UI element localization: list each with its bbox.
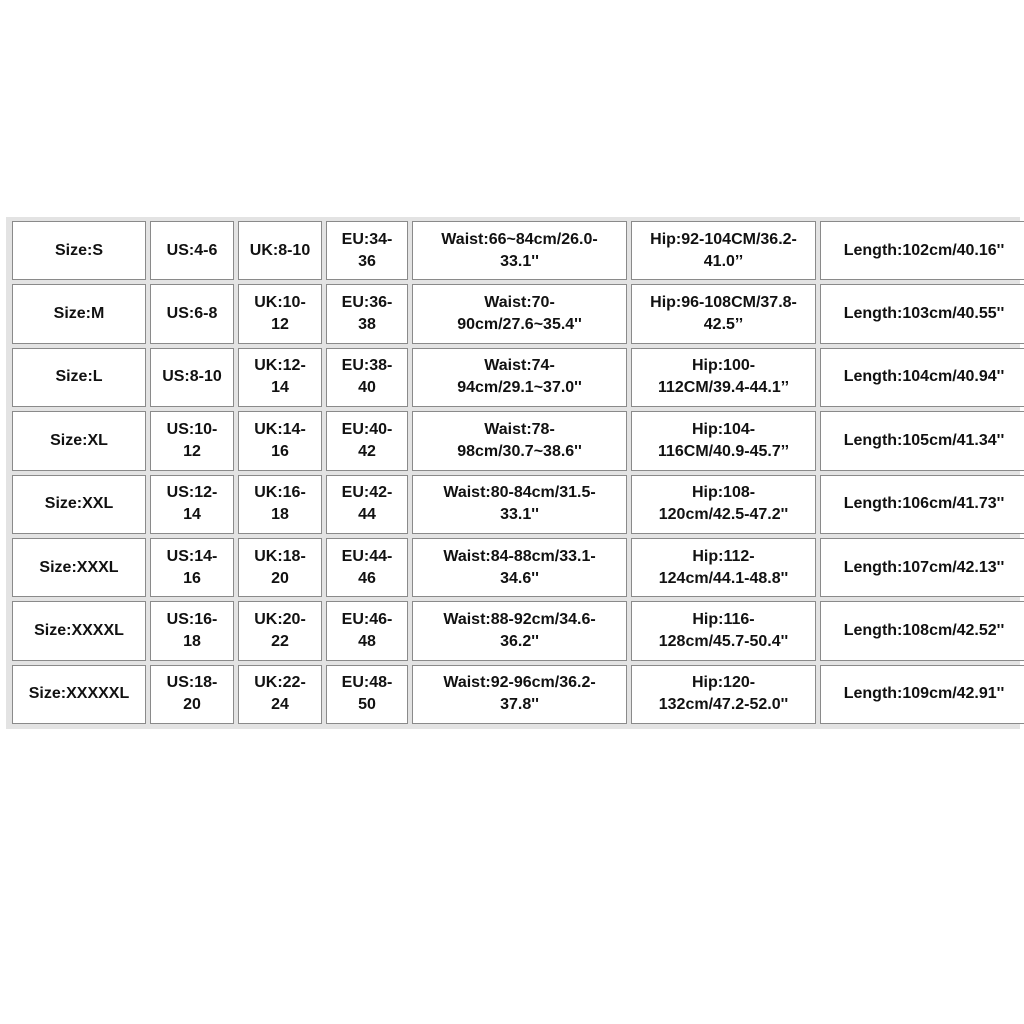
table-row [12, 538, 1024, 597]
us-size-cell: US:12- 14 [150, 475, 234, 534]
length-cell: Length:103cm/40.55'' [820, 284, 1024, 343]
size-cell: Size:L [12, 348, 146, 407]
hip-cell: Hip:112- 124cm/44.1-48.8'' [631, 538, 816, 597]
hip-cell: Hip:96-108CM/37.8- 42.5’’ [631, 284, 816, 343]
table-row [12, 221, 1024, 280]
table-row [12, 348, 1024, 407]
uk-size-cell: UK:18- 20 [238, 538, 322, 597]
us-size-cell: US:4-6 [150, 221, 234, 280]
table-row [12, 411, 1024, 470]
eu-size-cell: EU:34- 36 [326, 221, 408, 280]
waist-cell: Waist:88-92cm/34.6- 36.2'' [412, 601, 627, 660]
size-cell: Size:XXXXXL [12, 665, 146, 724]
waist-cell: Waist:80-84cm/31.5- 33.1'' [412, 475, 627, 534]
eu-size-cell: EU:42- 44 [326, 475, 408, 534]
us-size-cell: US:8-10 [150, 348, 234, 407]
hip-cell: Hip:108- 120cm/42.5-47.2'' [631, 475, 816, 534]
eu-size-cell: EU:46- 48 [326, 601, 408, 660]
uk-size-cell: UK:10- 12 [238, 284, 322, 343]
table-row [12, 475, 1024, 534]
length-cell: Length:104cm/40.94'' [820, 348, 1024, 407]
size-cell: Size:XXXXL [12, 601, 146, 660]
size-cell: Size:S [12, 221, 146, 280]
waist-cell: Waist:66~84cm/26.0- 33.1'' [412, 221, 627, 280]
us-size-cell: US:16- 18 [150, 601, 234, 660]
uk-size-cell: UK:14- 16 [238, 411, 322, 470]
table-row [12, 601, 1024, 660]
uk-size-cell: UK:16- 18 [238, 475, 322, 534]
us-size-cell: US:14- 16 [150, 538, 234, 597]
eu-size-cell: EU:48- 50 [326, 665, 408, 724]
us-size-cell: US:6-8 [150, 284, 234, 343]
table-row [12, 284, 1024, 343]
eu-size-cell: EU:44- 46 [326, 538, 408, 597]
us-size-cell: US:10- 12 [150, 411, 234, 470]
size-cell: Size:XL [12, 411, 146, 470]
hip-cell: Hip:116- 128cm/45.7-50.4'' [631, 601, 816, 660]
uk-size-cell: UK:12- 14 [238, 348, 322, 407]
eu-size-cell: EU:38- 40 [326, 348, 408, 407]
table-row [12, 665, 1024, 724]
eu-size-cell: EU:40- 42 [326, 411, 408, 470]
uk-size-cell: UK:8-10 [238, 221, 322, 280]
length-cell: Length:106cm/41.73'' [820, 475, 1024, 534]
size-cell: Size:XXXL [12, 538, 146, 597]
waist-cell: Waist:78- 98cm/30.7~38.6'' [412, 411, 627, 470]
size-cell: Size:XXL [12, 475, 146, 534]
uk-size-cell: UK:20- 22 [238, 601, 322, 660]
hip-cell: Hip:92-104CM/36.2- 41.0’’ [631, 221, 816, 280]
us-size-cell: US:18- 20 [150, 665, 234, 724]
hip-cell: Hip:100- 112CM/39.4-44.1’’ [631, 348, 816, 407]
length-cell: Length:107cm/42.13'' [820, 538, 1024, 597]
size-chart-body [12, 221, 1024, 724]
length-cell: Length:109cm/42.91'' [820, 665, 1024, 724]
size-chart-frame [6, 217, 1020, 729]
size-cell: Size:M [12, 284, 146, 343]
waist-cell: Waist:92-96cm/36.2- 37.8'' [412, 665, 627, 724]
length-cell: Length:102cm/40.16'' [820, 221, 1024, 280]
waist-cell: Waist:70- 90cm/27.6~35.4'' [412, 284, 627, 343]
waist-cell: Waist:84-88cm/33.1- 34.6'' [412, 538, 627, 597]
eu-size-cell: EU:36- 38 [326, 284, 408, 343]
uk-size-cell: UK:22- 24 [238, 665, 322, 724]
hip-cell: Hip:104- 116CM/40.9-45.7’’ [631, 411, 816, 470]
waist-cell: Waist:74- 94cm/29.1~37.0'' [412, 348, 627, 407]
size-chart-table [8, 217, 1024, 728]
length-cell: Length:105cm/41.34'' [820, 411, 1024, 470]
length-cell: Length:108cm/42.52'' [820, 601, 1024, 660]
hip-cell: Hip:120- 132cm/47.2-52.0'' [631, 665, 816, 724]
